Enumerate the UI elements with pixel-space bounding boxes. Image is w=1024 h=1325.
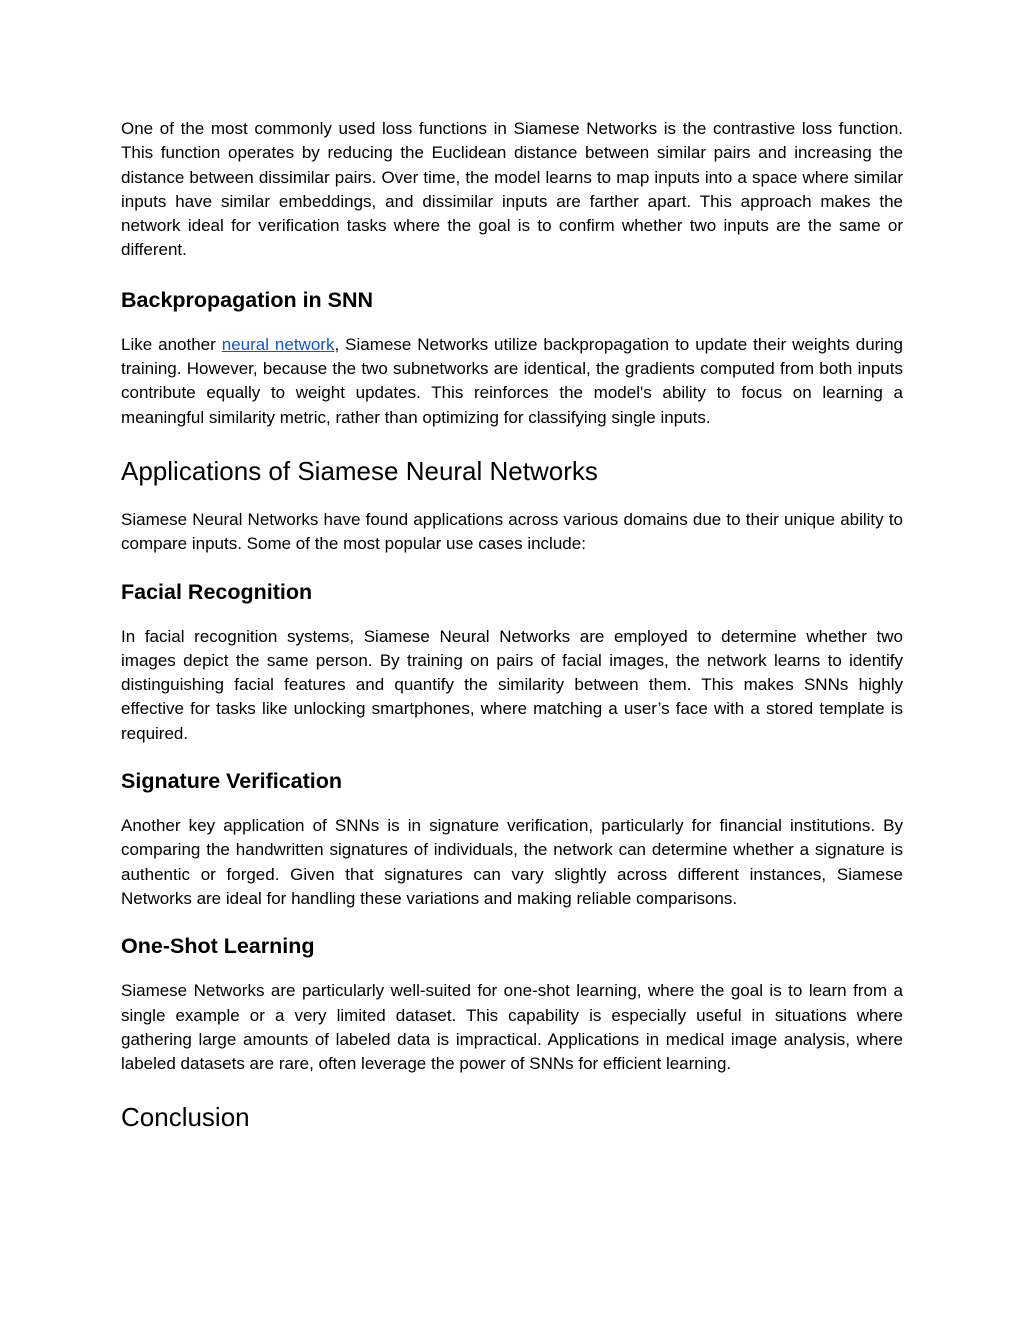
conclusion-heading: Conclusion: [121, 1102, 250, 1133]
applications-paragraph: Siamese Neural Networks have found applications across various domains due to their unique ability to compare inputs. Some of the most popular use cases include:: [121, 509, 903, 554]
backprop-text-after-link: , Siamese Networks utilize backpropagation to update their weights during training. However, because the two subnetworks are identical, the gradients computed from both inputs contribute equally to weight updates. This reinforces the model's ability to focus on learning a meaningful similarity metric, rather than optimizing for classifying single inputs.: [121, 334, 903, 427]
signature-verification-paragraph: Another key application of SNNs is in signature verification, particularly for financial institutions. By comparing the handwritten signatures of individuals, the network can determine whether a signature is authentic or forged. Given that signatures can vary slightly across different instances, Siamese Networks are ideal for handling these variations and making reliable comparisons.: [121, 816, 903, 908]
facial-recognition-paragraph: In facial recognition systems, Siamese Neural Networks are employed to determine whether two images depict the same person. By training on pairs of facial images, the network learns to identify distinguishing facial features and quantify the similarity between them. This makes SNNs highly effective for tasks like unlocking smartphones, where matching a user’s face with a stored template is required.: [121, 626, 903, 743]
document-page: [121, 117, 903, 1133]
one-shot-learning-paragraph: Siamese Networks are particularly well-suited for one-shot learning, where the goal is to learn from a single example or a very limited dataset. This capability is especially useful in situations where gathering large amounts of labeled data is impractical. Applications in medical image analysis, where labeled datasets are rare, often leverage the power of SNNs for efficient learning.: [121, 981, 903, 1074]
facial-recognition-heading: Facial Recognition: [121, 579, 313, 604]
neural-network-link[interactable]: neural network: [221, 334, 335, 354]
signature-verification-heading: Signature Verification: [121, 769, 343, 794]
contrastive-loss-paragraph: One of the most commonly used loss functions in Siamese Networks is the contrastive loss function. This function operates by reducing the Euclidean distance between similar pairs and increasing the distance between dissimilar pairs. Over time, the model learns to map inputs into a space where similar inputs have similar embeddings, and dissimilar inputs are farther apart. This approach makes the network ideal for verification tasks where the goal is to confirm whether two inputs are the same or different.: [121, 119, 903, 260]
backpropagation-paragraph: [121, 333, 903, 430]
applications-heading: Applications of Siamese Neural Networks: [121, 455, 598, 486]
one-shot-learning-heading: One-Shot Learning: [121, 934, 315, 959]
backprop-text-before-link: Like another: [121, 334, 222, 354]
backpropagation-heading: Backpropagation in SNN: [121, 287, 374, 312]
